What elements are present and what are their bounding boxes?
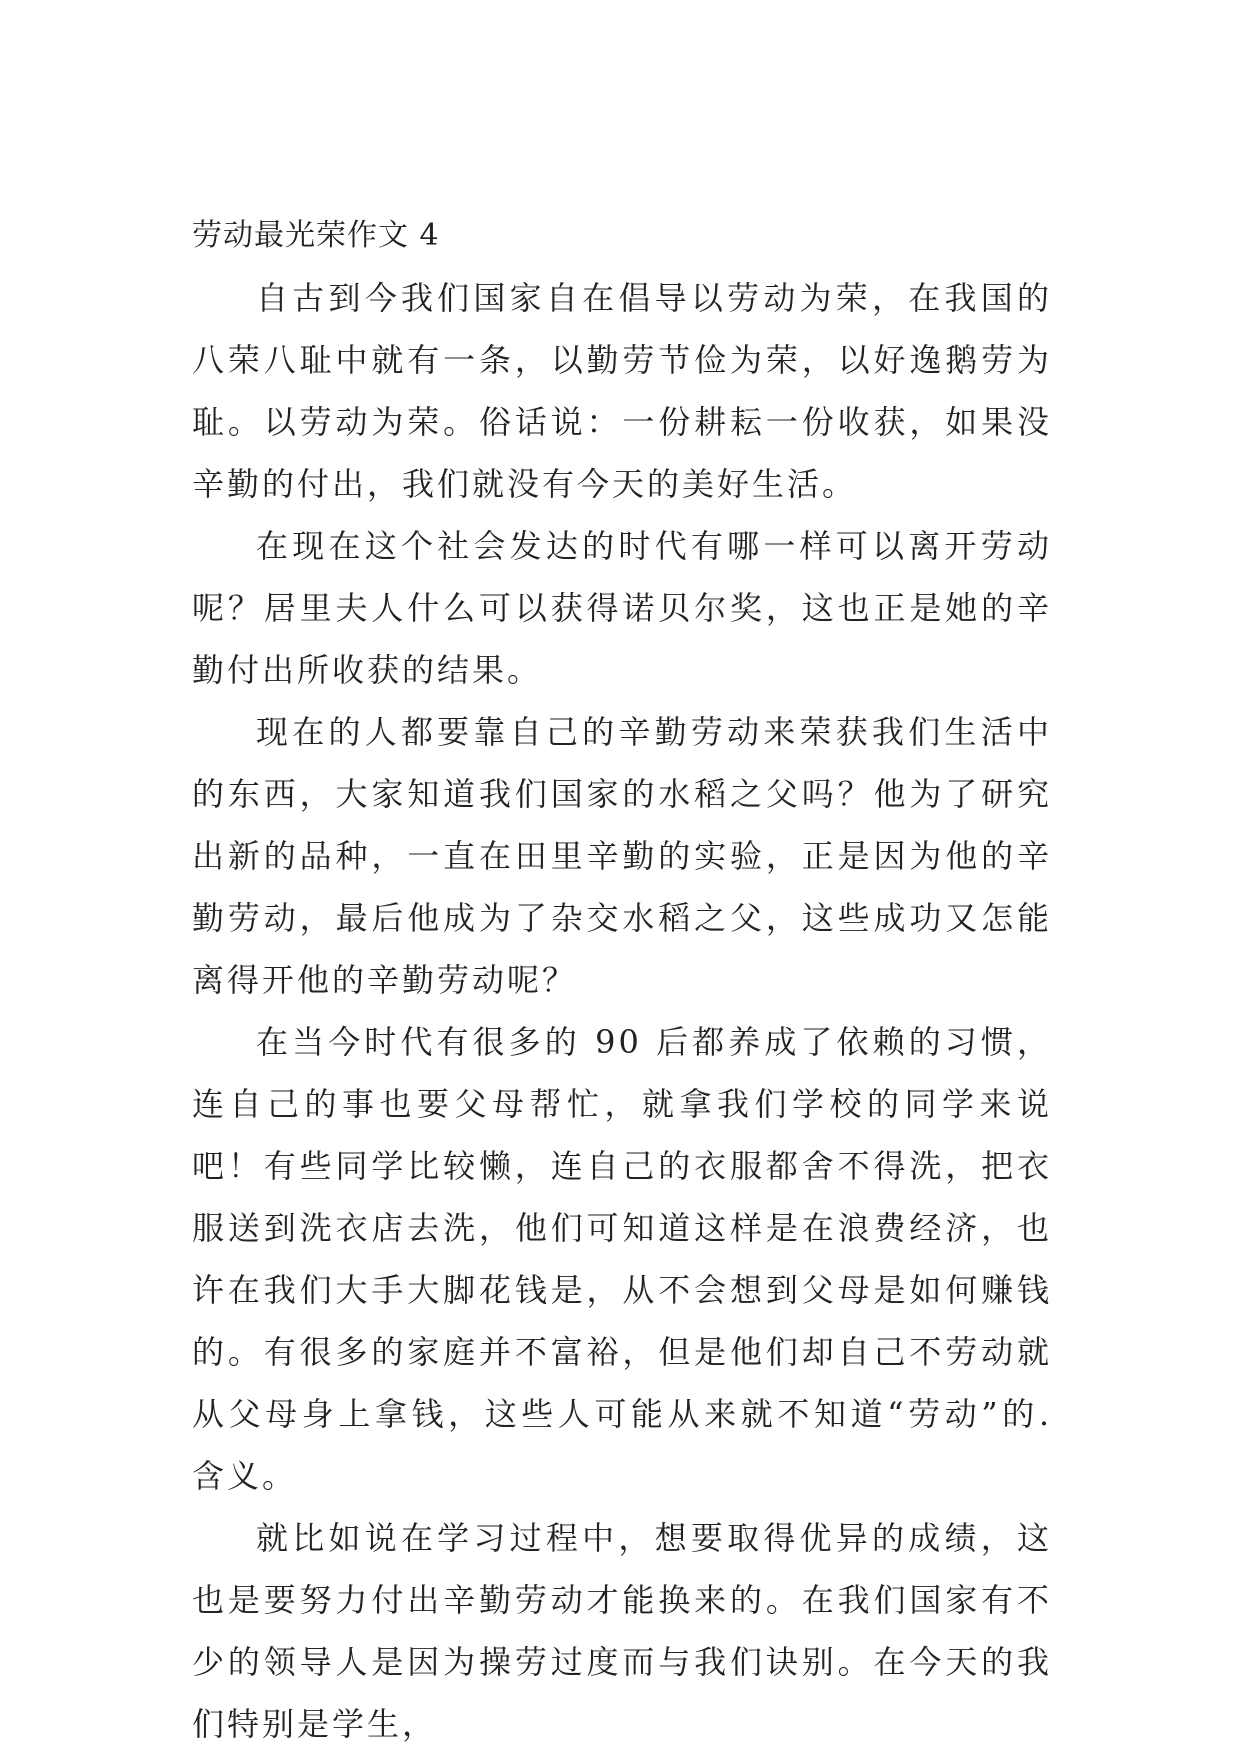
document-title: 劳动最光荣作文 4 [192, 218, 440, 253]
paragraph-3: 现在的人都要靠自己的辛勤劳动来荣获我们生活中的东西，大家知道我们国家的水稻之父吗？他为了研究出新的品种，一直在田里辛勤的实验，正是因为他的辛勤劳动，最后他成为了杂交水稻之父，这些成功又怎能离得开他的辛勤劳动呢？ [192, 713, 1052, 999]
paragraph-5: 就比如说在学习过程中，想要取得优异的成绩，这也是要努力付出辛勤劳动才能换来的。在我们国家有不少的领导人是因为操劳过度而与我们诀别。在今天的我们特别是学生， [192, 1519, 1052, 1743]
paragraph-2: 在现在这个社会发达的时代有哪一样可以离开劳动呢？居里夫人什么可以获得诺贝尔奖，这也正是她的辛勤付出所收获的结果。 [192, 527, 1052, 689]
document-body [192, 205, 1052, 1755]
paragraph-1: 自古到今我们国家自在倡导以劳动为荣，在我国的八荣八耻中就有一条，以勤劳节俭为荣，以好逸鹅劳为耻。以劳动为荣。俗话说：一份耕耘一份收获，如果没辛勤的付出，我们就没有今天的美好生活。 [192, 279, 1052, 503]
paragraph-4: 在当今时代有很多的 90 后都养成了依赖的习惯，连自己的事也要父母帮忙，就拿我们学校的同学来说吧！有些同学比较懒，连自己的衣服都舍不得洗，把衣服送到洗衣店去洗，他们可知道这样是在浪费经济，也许在我们大手大脚花钱是，从不会想到父母是如何赚钱的。有很多的家庭并不富裕，但是他们却自己不劳动就从父母身上拿钱，这些人可能从来就不知道“劳动”的. 含义。 [192, 1023, 1052, 1495]
